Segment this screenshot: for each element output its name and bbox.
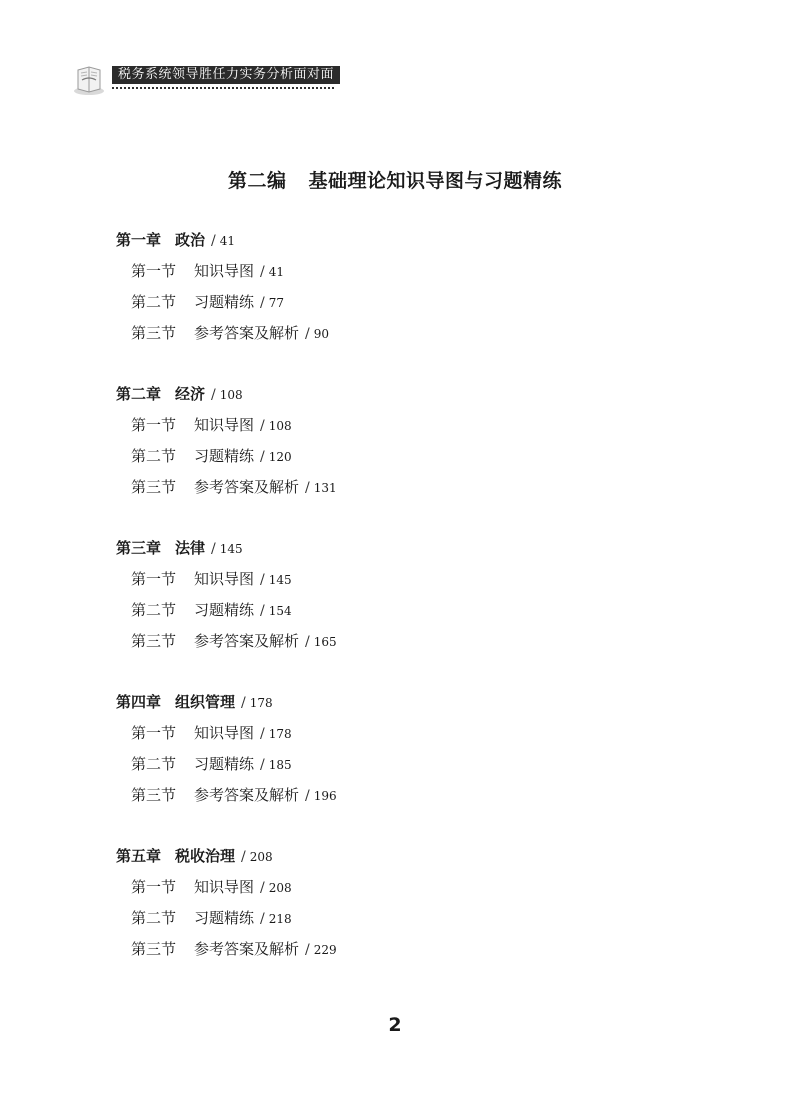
chapter-title: 税收治理 <box>175 847 236 865</box>
section-number: 第三节 <box>131 324 177 342</box>
header-title: 税务系统领导胜任力实务分析面对面 <box>112 66 340 84</box>
section-page: 77 <box>268 296 285 310</box>
section-page: 218 <box>268 912 292 926</box>
section-number: 第三节 <box>131 478 177 496</box>
section-title: 知识导图 <box>194 262 255 280</box>
separator: / <box>305 326 310 342</box>
separator: / <box>260 880 265 896</box>
section-page: 229 <box>313 943 337 957</box>
section-title: 知识导图 <box>194 724 255 742</box>
toc-chapter <box>116 536 716 690</box>
separator: / <box>211 387 216 403</box>
section-number: 第二节 <box>131 755 177 773</box>
section-entry[interactable] <box>116 259 716 290</box>
section-title: 参考答案及解析 <box>194 324 300 342</box>
section-entry[interactable] <box>116 783 716 814</box>
chapter-entry[interactable] <box>116 690 716 721</box>
section-number: 第三节 <box>131 632 177 650</box>
separator: / <box>305 634 310 650</box>
section-entry[interactable] <box>116 413 716 444</box>
section-title: 参考答案及解析 <box>194 478 300 496</box>
section-page: 131 <box>313 481 337 495</box>
separator: / <box>211 233 216 249</box>
chapter-entry[interactable] <box>116 844 716 875</box>
running-header <box>72 58 334 98</box>
chapter-page: 208 <box>249 850 273 864</box>
section-title: 知识导图 <box>194 878 255 896</box>
section-entry[interactable] <box>116 629 716 660</box>
section-title: 习题精练 <box>194 601 255 619</box>
separator: / <box>260 418 265 434</box>
section-title: 参考答案及解析 <box>194 786 300 804</box>
chapter-number: 第二章 <box>116 385 162 403</box>
separator: / <box>305 788 310 804</box>
section-entry[interactable] <box>116 906 716 937</box>
toc-chapter <box>116 382 716 536</box>
section-page: 208 <box>268 881 292 895</box>
section-title: 习题精练 <box>194 909 255 927</box>
section-page: 41 <box>268 265 285 279</box>
section-number: 第一节 <box>131 416 177 434</box>
section-entry[interactable] <box>116 475 716 506</box>
section-entry[interactable] <box>116 752 716 783</box>
section-title: 参考答案及解析 <box>194 632 300 650</box>
chapter-number: 第五章 <box>116 847 162 865</box>
section-page: 120 <box>268 450 292 464</box>
section-entry[interactable] <box>116 721 716 752</box>
section-number: 第二节 <box>131 601 177 619</box>
part-name: 基础理论知识导图与习题精练 <box>308 170 563 192</box>
toc-chapter <box>116 228 716 382</box>
section-entry[interactable] <box>116 598 716 629</box>
section-number: 第三节 <box>131 940 177 958</box>
section-page: 108 <box>268 419 292 433</box>
part-prefix: 第二编 <box>227 170 287 192</box>
separator: / <box>305 480 310 496</box>
separator: / <box>260 449 265 465</box>
chapter-number: 第四章 <box>116 693 162 711</box>
chapter-number: 第一章 <box>116 231 162 249</box>
separator: / <box>260 572 265 588</box>
separator: / <box>305 942 310 958</box>
section-entry[interactable] <box>116 875 716 906</box>
section-title: 习题精练 <box>194 755 255 773</box>
separator: / <box>260 295 265 311</box>
section-entry[interactable] <box>116 290 716 321</box>
section-number: 第一节 <box>131 570 177 588</box>
section-page: 145 <box>268 573 292 587</box>
section-number: 第二节 <box>131 447 177 465</box>
section-entry[interactable] <box>116 937 716 968</box>
chapter-page: 41 <box>219 234 236 248</box>
chapter-entry[interactable] <box>116 382 716 413</box>
separator: / <box>260 757 265 773</box>
toc-chapter <box>116 690 716 844</box>
section-page: 90 <box>313 327 330 341</box>
separator: / <box>260 603 265 619</box>
page-number: 2 <box>388 1014 402 1036</box>
toc-chapter <box>116 844 716 998</box>
section-entry[interactable] <box>116 321 716 352</box>
section-number: 第二节 <box>131 909 177 927</box>
section-entry[interactable] <box>116 444 716 475</box>
section-page: 154 <box>268 604 292 618</box>
separator: / <box>241 849 246 865</box>
chapter-title: 政治 <box>175 231 206 249</box>
section-title: 参考答案及解析 <box>194 940 300 958</box>
separator: / <box>241 695 246 711</box>
section-title: 知识导图 <box>194 570 255 588</box>
section-page: 178 <box>268 727 292 741</box>
separator: / <box>211 541 216 557</box>
section-title: 习题精练 <box>194 293 255 311</box>
chapter-title: 组织管理 <box>175 693 236 711</box>
separator: / <box>260 911 265 927</box>
chapter-number: 第三章 <box>116 539 162 557</box>
section-title: 知识导图 <box>194 416 255 434</box>
chapter-entry[interactable] <box>116 228 716 259</box>
section-entry[interactable] <box>116 567 716 598</box>
section-number: 第一节 <box>131 724 177 742</box>
chapter-title: 经济 <box>175 385 206 403</box>
separator: / <box>260 264 265 280</box>
header-dotted-rule <box>112 87 334 89</box>
table-of-contents <box>116 228 716 998</box>
section-number: 第一节 <box>131 878 177 896</box>
chapter-page: 178 <box>249 696 273 710</box>
book-logo-icon <box>72 62 106 96</box>
section-page: 185 <box>268 758 292 772</box>
chapter-entry[interactable] <box>116 536 716 567</box>
chapter-page: 108 <box>219 388 243 402</box>
section-number: 第二节 <box>131 293 177 311</box>
chapter-page: 145 <box>219 542 243 556</box>
section-title: 习题精练 <box>194 447 255 465</box>
part-title <box>0 166 790 193</box>
section-page: 165 <box>313 635 337 649</box>
separator: / <box>260 726 265 742</box>
section-number: 第一节 <box>131 262 177 280</box>
section-number: 第三节 <box>131 786 177 804</box>
section-page: 196 <box>313 789 337 803</box>
chapter-title: 法律 <box>175 539 206 557</box>
